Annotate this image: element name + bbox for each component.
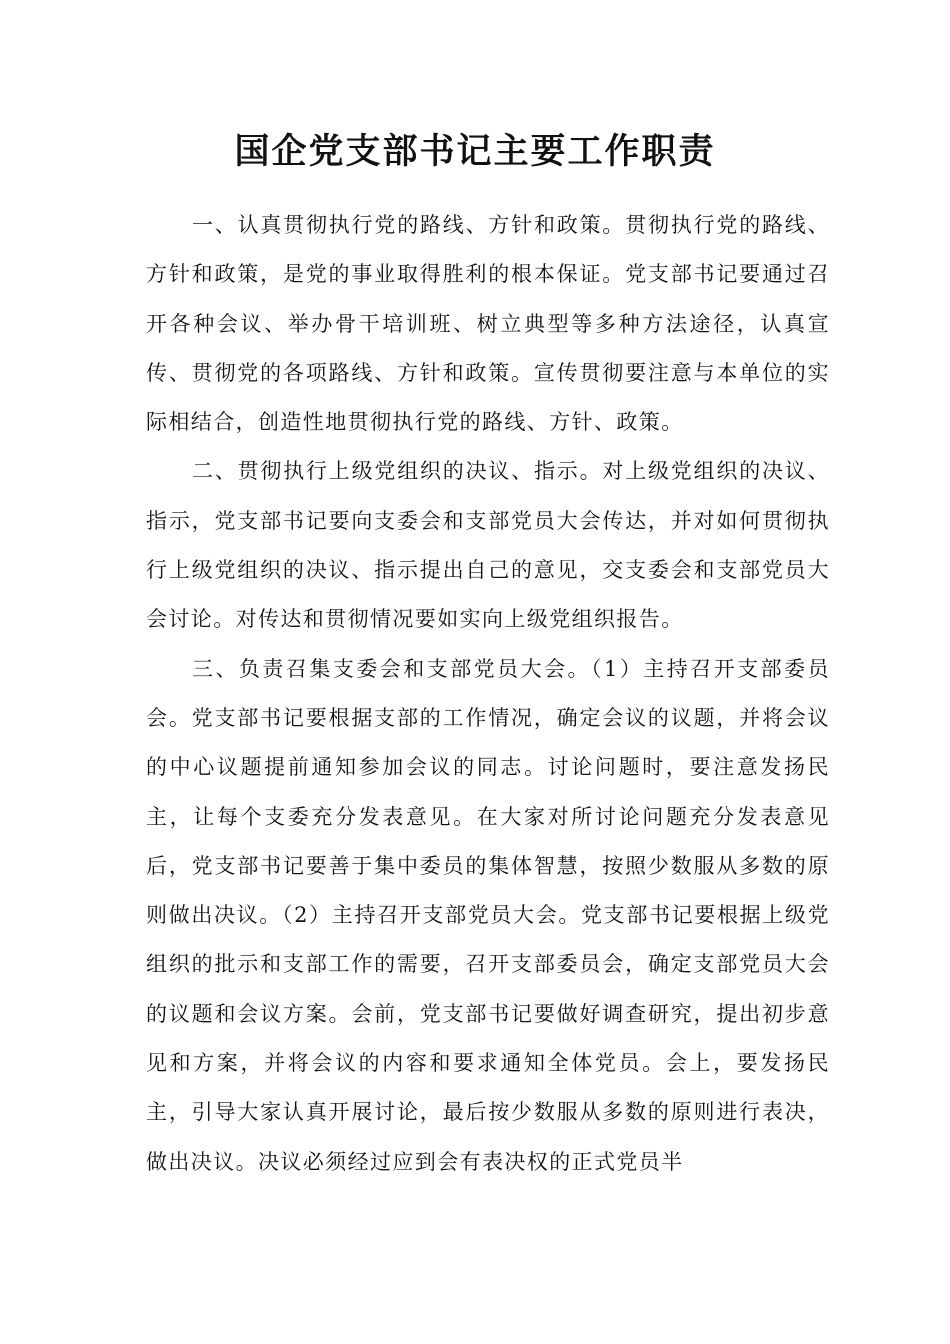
document-title: 国企党支部书记主要工作职责 [234,131,716,172]
document-body [146,201,830,1187]
paragraph-2: 二、贯彻执行上级党组织的决议、指示。对上级党组织的决议、指示，党支部书记要向支委会和支部党员大会传达，并对如何贯彻执行上级党组织的决议、指示提出自己的意见，交支委会和支部党员大会讨论。对传达和贯彻情况要如实向上级党组织报告。 [146,459,830,632]
paragraph-1: 一、认真贯彻执行党的路线、方针和政策。贯彻执行党的路线、方针和政策，是党的事业取得胜利的根本保证。党支部书记要通过召开各种会议、举办骨干培训班、树立典型等多种方法途径，认真宣传、贯彻党的各项路线、方针和政策。宣传贯彻要注意与本单位的实际相结合，创造性地贯彻执行党的路线、方针、政策。 [146,213,830,435]
paragraph-3: 三、负责召集支委会和支部党员大会。（1）主持召开支部委员会。党支部书记要根据支部的工作情况，确定会议的议题，并将会议的中心议题提前通知参加会议的同志。讨论问题时，要注意发扬民主，让每个支委充分发表意见。在大家对所讨论问题充分发表意见后，党支部书记要善于集中委员的集体智慧，按照少数服从多数的原则做出决议。（2）主持召开支部党员大会。党支部书记要根据上级党组织的批示和支部工作的需要，召开支部委员会，确定支部党员大会的议题和会议方案。会前，党支部书记要做好调查研究，提出初步意见和方案，并将会议的内容和要求通知全体党员。会上，要发扬民主，引导大家认真开展讨论，最后按少数服从多数的原则进行表决，做出决议。决议必须经过应到会有表决权的正式党员半 [146,656,830,1174]
